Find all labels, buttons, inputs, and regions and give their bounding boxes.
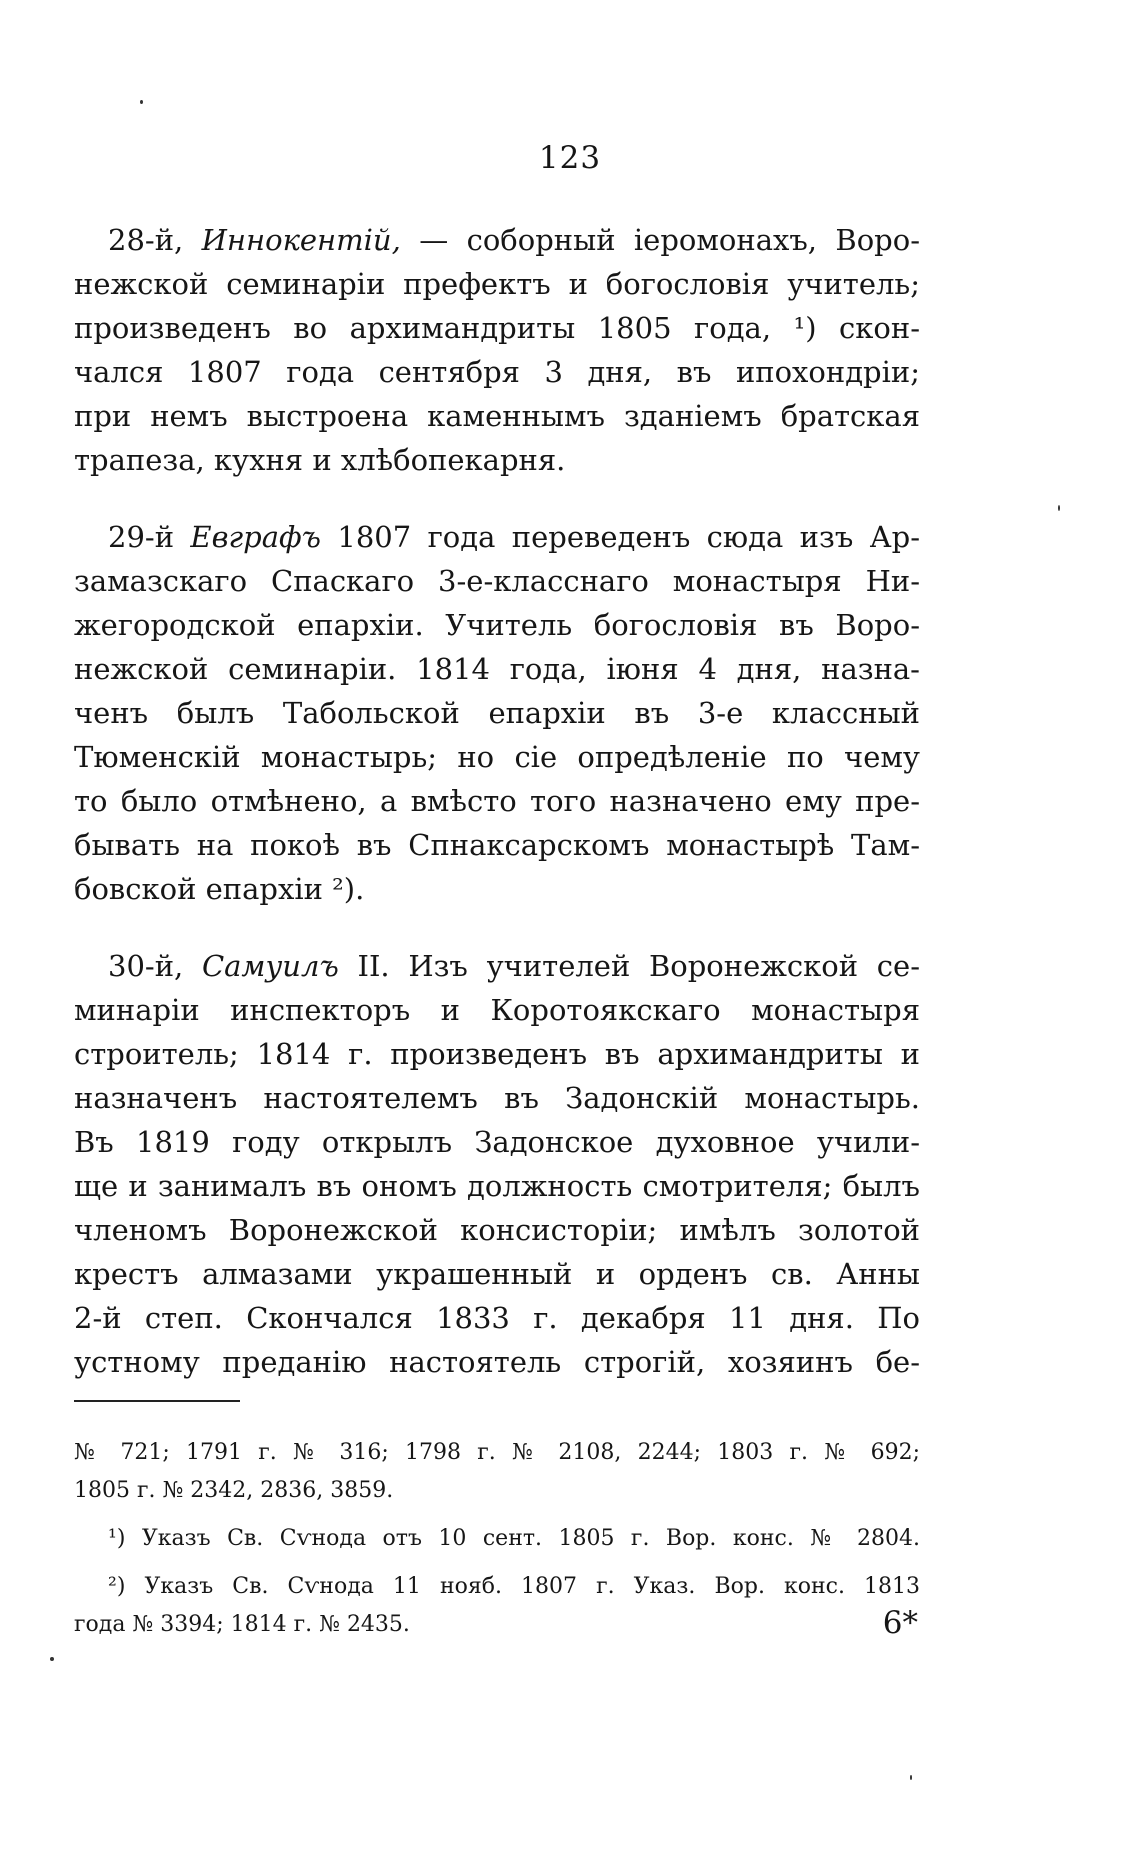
footnote-line: № 721; 1791 г. № 316; 1798 г. № 2108, 2244; 1803 г. № 692; [74, 1440, 920, 1465]
main-text [74, 218, 920, 1417]
footnote-line: ¹) Указъ Св. Сѵнода отъ 10 сент. 1805 г. Вор. конс. № 2804. [108, 1526, 920, 1551]
footnote-continued [74, 1434, 920, 1510]
text-line: ще и занималъ въ ономъ должность смотрителя; былъ [74, 1169, 920, 1203]
text-line: 30-й, Самуилъ II. Изъ учителей Воронежской се- [108, 949, 920, 983]
name-innokentiy: Иннокентій, [201, 223, 401, 257]
text-line: замазскаго Спаскаго 3-е-класснаго монастыря Ни- [74, 564, 920, 598]
footnote-line: ²) Указъ Св. Сѵнода 11 нояб. 1807 г. Указ. Вор. конс. 1813 [108, 1574, 920, 1599]
footnote-line: 1805 г. № 2342, 2836, 3859. [74, 1478, 394, 1503]
footnote-divider [74, 1400, 240, 1402]
text-line: чался 1807 года сентября 3 дня, въ ипохондріи; [74, 355, 920, 389]
footnote-1 [74, 1520, 920, 1558]
text-line: минаріи инспекторъ и Коротоякскаго монастыря [74, 993, 920, 1027]
scan-speck [910, 1775, 912, 1780]
footnote-line: года № 3394; 1814 г. № 2435. [74, 1612, 410, 1637]
text-line: произведенъ во архимандриты 1805 года, ¹) скон- [74, 311, 920, 345]
footnote-2 [74, 1568, 920, 1644]
text-line: строитель; 1814 г. произведенъ въ архимандриты и [74, 1037, 920, 1071]
footnotes [74, 1434, 920, 1654]
scan-speck [140, 100, 143, 104]
name-samuil: Самуилъ [201, 949, 339, 983]
scan-speck [1058, 505, 1060, 511]
text-line: 28-й, Иннокентій, — соборный іеромонахъ, Воро- [108, 223, 920, 257]
text-line: бовской епархіи ²). [74, 872, 365, 906]
paragraph-innokentiy [74, 218, 920, 482]
text-line: трапеза, кухня и хлѣбопекарня. [74, 443, 566, 477]
text-line: нежской семинаріи префектъ и богословія учитель; [74, 267, 920, 301]
text-line: нежской семинаріи. 1814 года, іюня 4 дня, назна- [74, 652, 920, 686]
paragraph-evgraf [74, 515, 920, 911]
text-line: Тюменскій монастырь; но сіе опредѣленіе по чему [74, 740, 920, 774]
text-line: 29-й Евграфъ 1807 года переведенъ сюда изъ Ар- [108, 520, 920, 554]
text-line: устному преданію настоятель строгій, хозяинъ бе- [74, 1345, 920, 1379]
text-line: 2-й степ. Скончался 1833 г. декабря 11 дня. По [74, 1301, 920, 1335]
text-line: членомъ Воронежской консисторіи; имѣлъ золотой [74, 1213, 920, 1247]
text-line: жегородской епархіи. Учитель богословія въ Воро- [74, 608, 920, 642]
scan-speck [50, 1657, 54, 1661]
text-line: назначенъ настоятелемъ въ Задонскій монастырь. [74, 1081, 920, 1115]
text-line: ченъ былъ Табольской епархіи въ 3-е классный [74, 696, 920, 730]
text-line: при немъ выстроена каменнымъ зданіемъ братская [74, 399, 920, 433]
page-number: 123 [538, 140, 602, 176]
text-line: крестъ алмазами украшенный и орденъ св. Анны [74, 1257, 920, 1291]
name-evgraf: Евграфъ [190, 520, 322, 554]
text-line: то было отмѣнено, а вмѣсто того назначено ему пре- [74, 784, 920, 818]
text-line: бывать на покоѣ въ Спнаксарскомъ монастырѣ Там- [74, 828, 920, 862]
paragraph-samuil [74, 944, 920, 1384]
text-line: Въ 1819 году открылъ Задонское духовное учили- [74, 1125, 920, 1159]
signature-mark: 6* [882, 1605, 918, 1641]
